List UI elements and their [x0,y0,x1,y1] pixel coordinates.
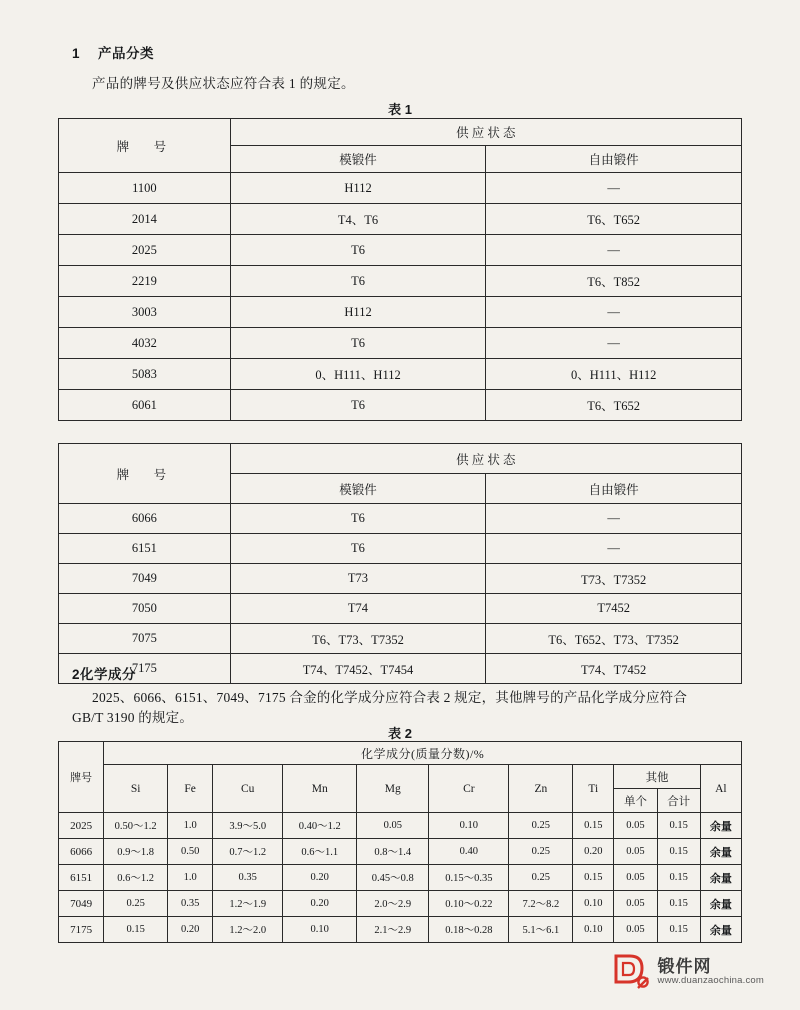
cell-brand: 6066 [59,839,104,865]
table-row [59,173,742,204]
table-row [59,891,742,917]
table-row [59,444,742,474]
cell-si: 0.15 [104,917,168,943]
cell-die: T74、T7452、T7454 [230,654,486,684]
table-row [59,119,742,146]
table-row [59,594,742,624]
table-2-header-mg: Mg [357,765,429,813]
table-row [59,765,742,789]
cell-free: — [486,534,742,564]
cell-other-single: 0.05 [614,839,657,865]
cell-si: 0.25 [104,891,168,917]
table-2 [58,741,742,943]
cell-other-single: 0.05 [614,865,657,891]
cell-cr: 0.40 [429,839,509,865]
table-row [59,390,742,421]
table-row [59,865,742,891]
cell-si: 0.50～1.2 [104,813,168,839]
site-watermark [612,952,764,992]
cell-cu: 0.35 [213,865,283,891]
cell-free: — [486,235,742,266]
cell-other-total: 0.15 [657,839,700,865]
cell-mg: 0.05 [357,813,429,839]
table-row [59,204,742,235]
table-row [59,235,742,266]
cell-cu: 3.9～5.0 [213,813,283,839]
cell-other-single: 0.05 [614,813,657,839]
cell-mn: 0.20 [283,891,357,917]
cell-al: 余量 [700,865,741,891]
cell-free: T7452 [486,594,742,624]
cell-die: T6 [230,235,486,266]
cell-brand: 2014 [59,204,231,235]
cell-brand: 6066 [59,504,231,534]
table-row [59,328,742,359]
table-row [59,839,742,865]
cell-free: — [486,297,742,328]
watermark-url: www.duanzaochina.com [657,975,764,987]
cell-ti: 0.10 [573,891,614,917]
table-row [59,564,742,594]
cell-cu: 1.2～2.0 [213,917,283,943]
cell-ti: 0.20 [573,839,614,865]
cell-cr: 0.15～0.35 [429,865,509,891]
cell-free: — [486,173,742,204]
cell-zn: 5.1～6.1 [509,917,573,943]
cell-brand: 2025 [59,235,231,266]
cell-mg: 2.1～2.9 [357,917,429,943]
cell-other-total: 0.15 [657,891,700,917]
table-row [59,504,742,534]
cell-fe: 0.50 [168,839,213,865]
table-2-header-ti: Ti [573,765,614,813]
cell-die: 0、H111、H112 [230,359,486,390]
table-2-header-other: 其他 [614,765,700,789]
table-row [59,624,742,654]
cell-brand: 7049 [59,891,104,917]
table-row [59,359,742,390]
section-2-title: 化学成分 [80,667,137,682]
cell-mg: 0.45～0.8 [357,865,429,891]
table-1-header-free-forging: 自由锻件 [486,146,742,173]
table-row [59,654,742,684]
cell-brand: 1100 [59,173,231,204]
section-2-number: 2 [72,667,81,682]
cell-brand: 6061 [59,390,231,421]
table-2-header-si: Si [104,765,168,813]
table-1 [58,118,742,421]
cell-si: 0.9～1.8 [104,839,168,865]
cell-die: T73 [230,564,486,594]
cell-cr: 0.10 [429,813,509,839]
cell-die: T6 [230,504,486,534]
cell-brand: 7075 [59,624,231,654]
cell-brand: 6151 [59,534,231,564]
cell-mg: 0.8～1.4 [357,839,429,865]
cell-zn: 0.25 [509,839,573,865]
cell-other-total: 0.15 [657,865,700,891]
table-2-header-al: Al [700,765,741,813]
table-1-continued [58,443,742,684]
table-1b-header-free-forging: 自由锻件 [486,474,742,504]
table-2-header-brand: 牌号 [59,742,104,813]
cell-brand: 5083 [59,359,231,390]
cell-brand: 6151 [59,865,104,891]
cell-fe: 0.20 [168,917,213,943]
section-1-title: 产品分类 [98,46,154,61]
cell-die: T6 [230,266,486,297]
table-row [59,813,742,839]
cell-brand: 2025 [59,813,104,839]
cell-ti: 0.15 [573,865,614,891]
cell-mn: 0.20 [283,865,357,891]
cell-brand: 3003 [59,297,231,328]
cell-free: T74、T7452 [486,654,742,684]
table-row [59,742,742,765]
cell-brand: 7049 [59,564,231,594]
table-row [59,297,742,328]
cell-free: T6、T652 [486,390,742,421]
cell-other-single: 0.05 [614,891,657,917]
duanzaochina-logo-icon [612,952,652,992]
cell-brand: 2219 [59,266,231,297]
table-1-header-brand: 牌 号 [59,119,231,173]
table-2-header-fe: Fe [168,765,213,813]
cell-free: T6、T652 [486,204,742,235]
table-1-header-die-forging: 模锻件 [230,146,486,173]
table-2-header-cu: Cu [213,765,283,813]
cell-die: T74 [230,594,486,624]
table-1b-header-brand: 牌 号 [59,444,231,504]
table-2-header-cr: Cr [429,765,509,813]
cell-other-total: 0.15 [657,917,700,943]
cell-free: T73、T7352 [486,564,742,594]
cell-mn: 0.40～1.2 [283,813,357,839]
cell-die: T6 [230,328,486,359]
cell-die: T6 [230,390,486,421]
cell-die: T4、T6 [230,204,486,235]
cell-fe: 1.0 [168,813,213,839]
cell-brand: 7175 [59,654,231,684]
cell-cu: 1.2～1.9 [213,891,283,917]
cell-brand: 7050 [59,594,231,624]
cell-free: — [486,504,742,534]
table-2-header-zn: Zn [509,765,573,813]
table-row [59,917,742,943]
section-2-paragraph-line1: 2025、6066、6151、7049、7175 合金的化学成分应符合表 2 规定，其他牌号的产品化学成分应符合 [92,690,688,705]
table-2-header-other-single: 单个 [614,789,657,813]
cell-al: 余量 [700,839,741,865]
cell-free: T6、T852 [486,266,742,297]
table-2-caption: 表 2 [388,726,412,741]
table-1b-header-die-forging: 模锻件 [230,474,486,504]
cell-al: 余量 [700,813,741,839]
cell-zn: 0.25 [509,865,573,891]
cell-cr: 0.10～0.22 [429,891,509,917]
cell-die: T6 [230,534,486,564]
cell-ti: 0.15 [573,813,614,839]
table-1-header-supply-state: 供 应 状 态 [230,119,741,146]
cell-fe: 0.35 [168,891,213,917]
watermark-brand: 锻件网 [657,956,712,976]
cell-cu: 0.7～1.2 [213,839,283,865]
cell-free: T6、T652、T73、T7352 [486,624,742,654]
section-1-heading [72,42,154,62]
cell-other-single: 0.05 [614,917,657,943]
cell-free: 0、H111、H112 [486,359,742,390]
table-2-header-mn: Mn [283,765,357,813]
cell-brand: 7175 [59,917,104,943]
cell-die: H112 [230,173,486,204]
cell-fe: 1.0 [168,865,213,891]
cell-mn: 0.10 [283,917,357,943]
cell-mg: 2.0～2.9 [357,891,429,917]
cell-ti: 0.10 [573,917,614,943]
cell-other-total: 0.15 [657,813,700,839]
table-row [59,534,742,564]
table-1-caption: 表 1 [388,102,412,117]
cell-si: 0.6～1.2 [104,865,168,891]
section-2-paragraph-line2: GB/T 3190 的规定。 [72,710,194,725]
table-row [59,266,742,297]
cell-die: H112 [230,297,486,328]
section-2-heading [72,663,136,683]
cell-cr: 0.18～0.28 [429,917,509,943]
table-1b-header-supply-state: 供 应 状 态 [230,444,741,474]
table-2-group-header: 化学成分(质量分数)/% [104,742,742,765]
cell-mn: 0.6～1.1 [283,839,357,865]
cell-al: 余量 [700,891,741,917]
cell-free: — [486,328,742,359]
cell-brand: 4032 [59,328,231,359]
section-1-paragraph: 产品的牌号及供应状态应符合表 1 的规定。 [92,76,355,91]
cell-die: T6、T73、T7352 [230,624,486,654]
table-2-header-other-total: 合计 [657,789,700,813]
cell-al: 余量 [700,917,741,943]
cell-zn: 0.25 [509,813,573,839]
watermark-text [658,957,764,987]
section-1-number: 1 [72,46,81,61]
cell-zn: 7.2～8.2 [509,891,573,917]
